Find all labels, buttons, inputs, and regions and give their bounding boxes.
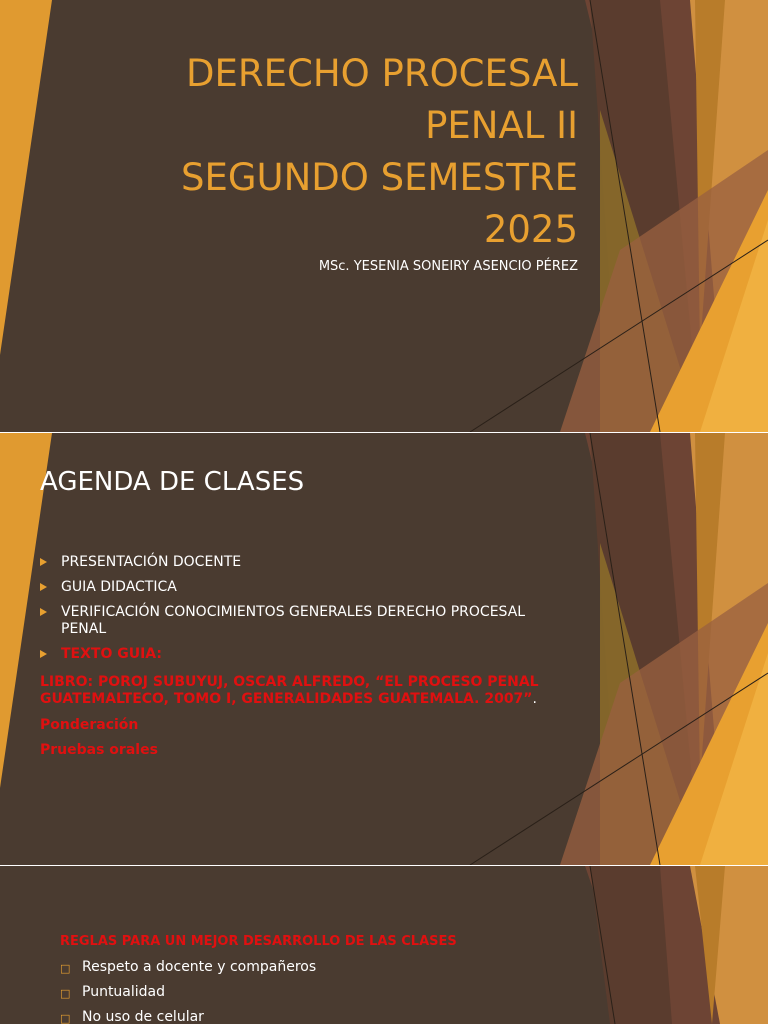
rules-list xyxy=(60,959,316,1034)
slide-title xyxy=(0,0,768,432)
pruebas-label: Pruebas orales xyxy=(40,742,158,758)
triangle-bullet-icon xyxy=(40,650,47,658)
agenda-item-label: PRESENTACIÓN DOCENTE xyxy=(61,554,242,570)
agenda-list xyxy=(40,554,560,671)
triangle-bullet-icon xyxy=(40,608,47,616)
book-reference xyxy=(40,674,570,708)
book-reference-end: . xyxy=(532,691,537,707)
title-line-3: SEGUNDO SEMESTRE xyxy=(180,156,578,199)
triangle-bullet-icon xyxy=(40,583,47,591)
title-line-2: PENAL II xyxy=(425,104,578,147)
agenda-item-label: VERIFICACIÓN CONOCIMIENTOS GENERALES DERECHO PROCESAL PENAL xyxy=(61,604,526,637)
square-bullet-icon: □ xyxy=(60,962,71,975)
title-line-4: 2025 xyxy=(483,208,578,251)
triangle-bullet-icon xyxy=(40,558,47,566)
square-bullet-icon: □ xyxy=(60,1012,71,1025)
rule-label: Puntualidad xyxy=(82,984,166,1000)
list-item xyxy=(60,1009,316,1026)
agenda-item-label: TEXTO GUIA: xyxy=(61,646,162,662)
rules-title: REGLAS PARA UN MEJOR DESARROLLO DE LAS CLASES xyxy=(60,934,457,949)
list-item xyxy=(40,646,560,663)
list-item xyxy=(60,984,316,1001)
list-item xyxy=(40,579,560,596)
title-line-1: DERECHO PROCESAL xyxy=(186,52,578,95)
presentation-title xyxy=(58,48,578,256)
rule-label: Respeto a docente y compañeros xyxy=(82,959,317,975)
list-item xyxy=(40,604,560,638)
list-item xyxy=(60,959,316,976)
agenda-item-label: GUIA DIDACTICA xyxy=(61,579,177,595)
book-reference-text: LIBRO: POROJ SUBUYUJ, OSCAR ALFREDO, “EL PROCESO PENAL GUATEMALTECO, TOMO I, GENERALIDADES GUATEMALA. 2007” xyxy=(40,674,539,707)
ponderacion-label: Ponderación xyxy=(40,717,139,733)
author-name: MSc. YESENIA SONEIRY ASENCIO PÉREZ xyxy=(318,259,578,274)
list-item xyxy=(40,554,560,571)
rule-label: No uso de celular xyxy=(82,1009,204,1025)
square-bullet-icon: □ xyxy=(60,987,71,1000)
agenda-title: AGENDA DE CLASES xyxy=(40,467,305,497)
